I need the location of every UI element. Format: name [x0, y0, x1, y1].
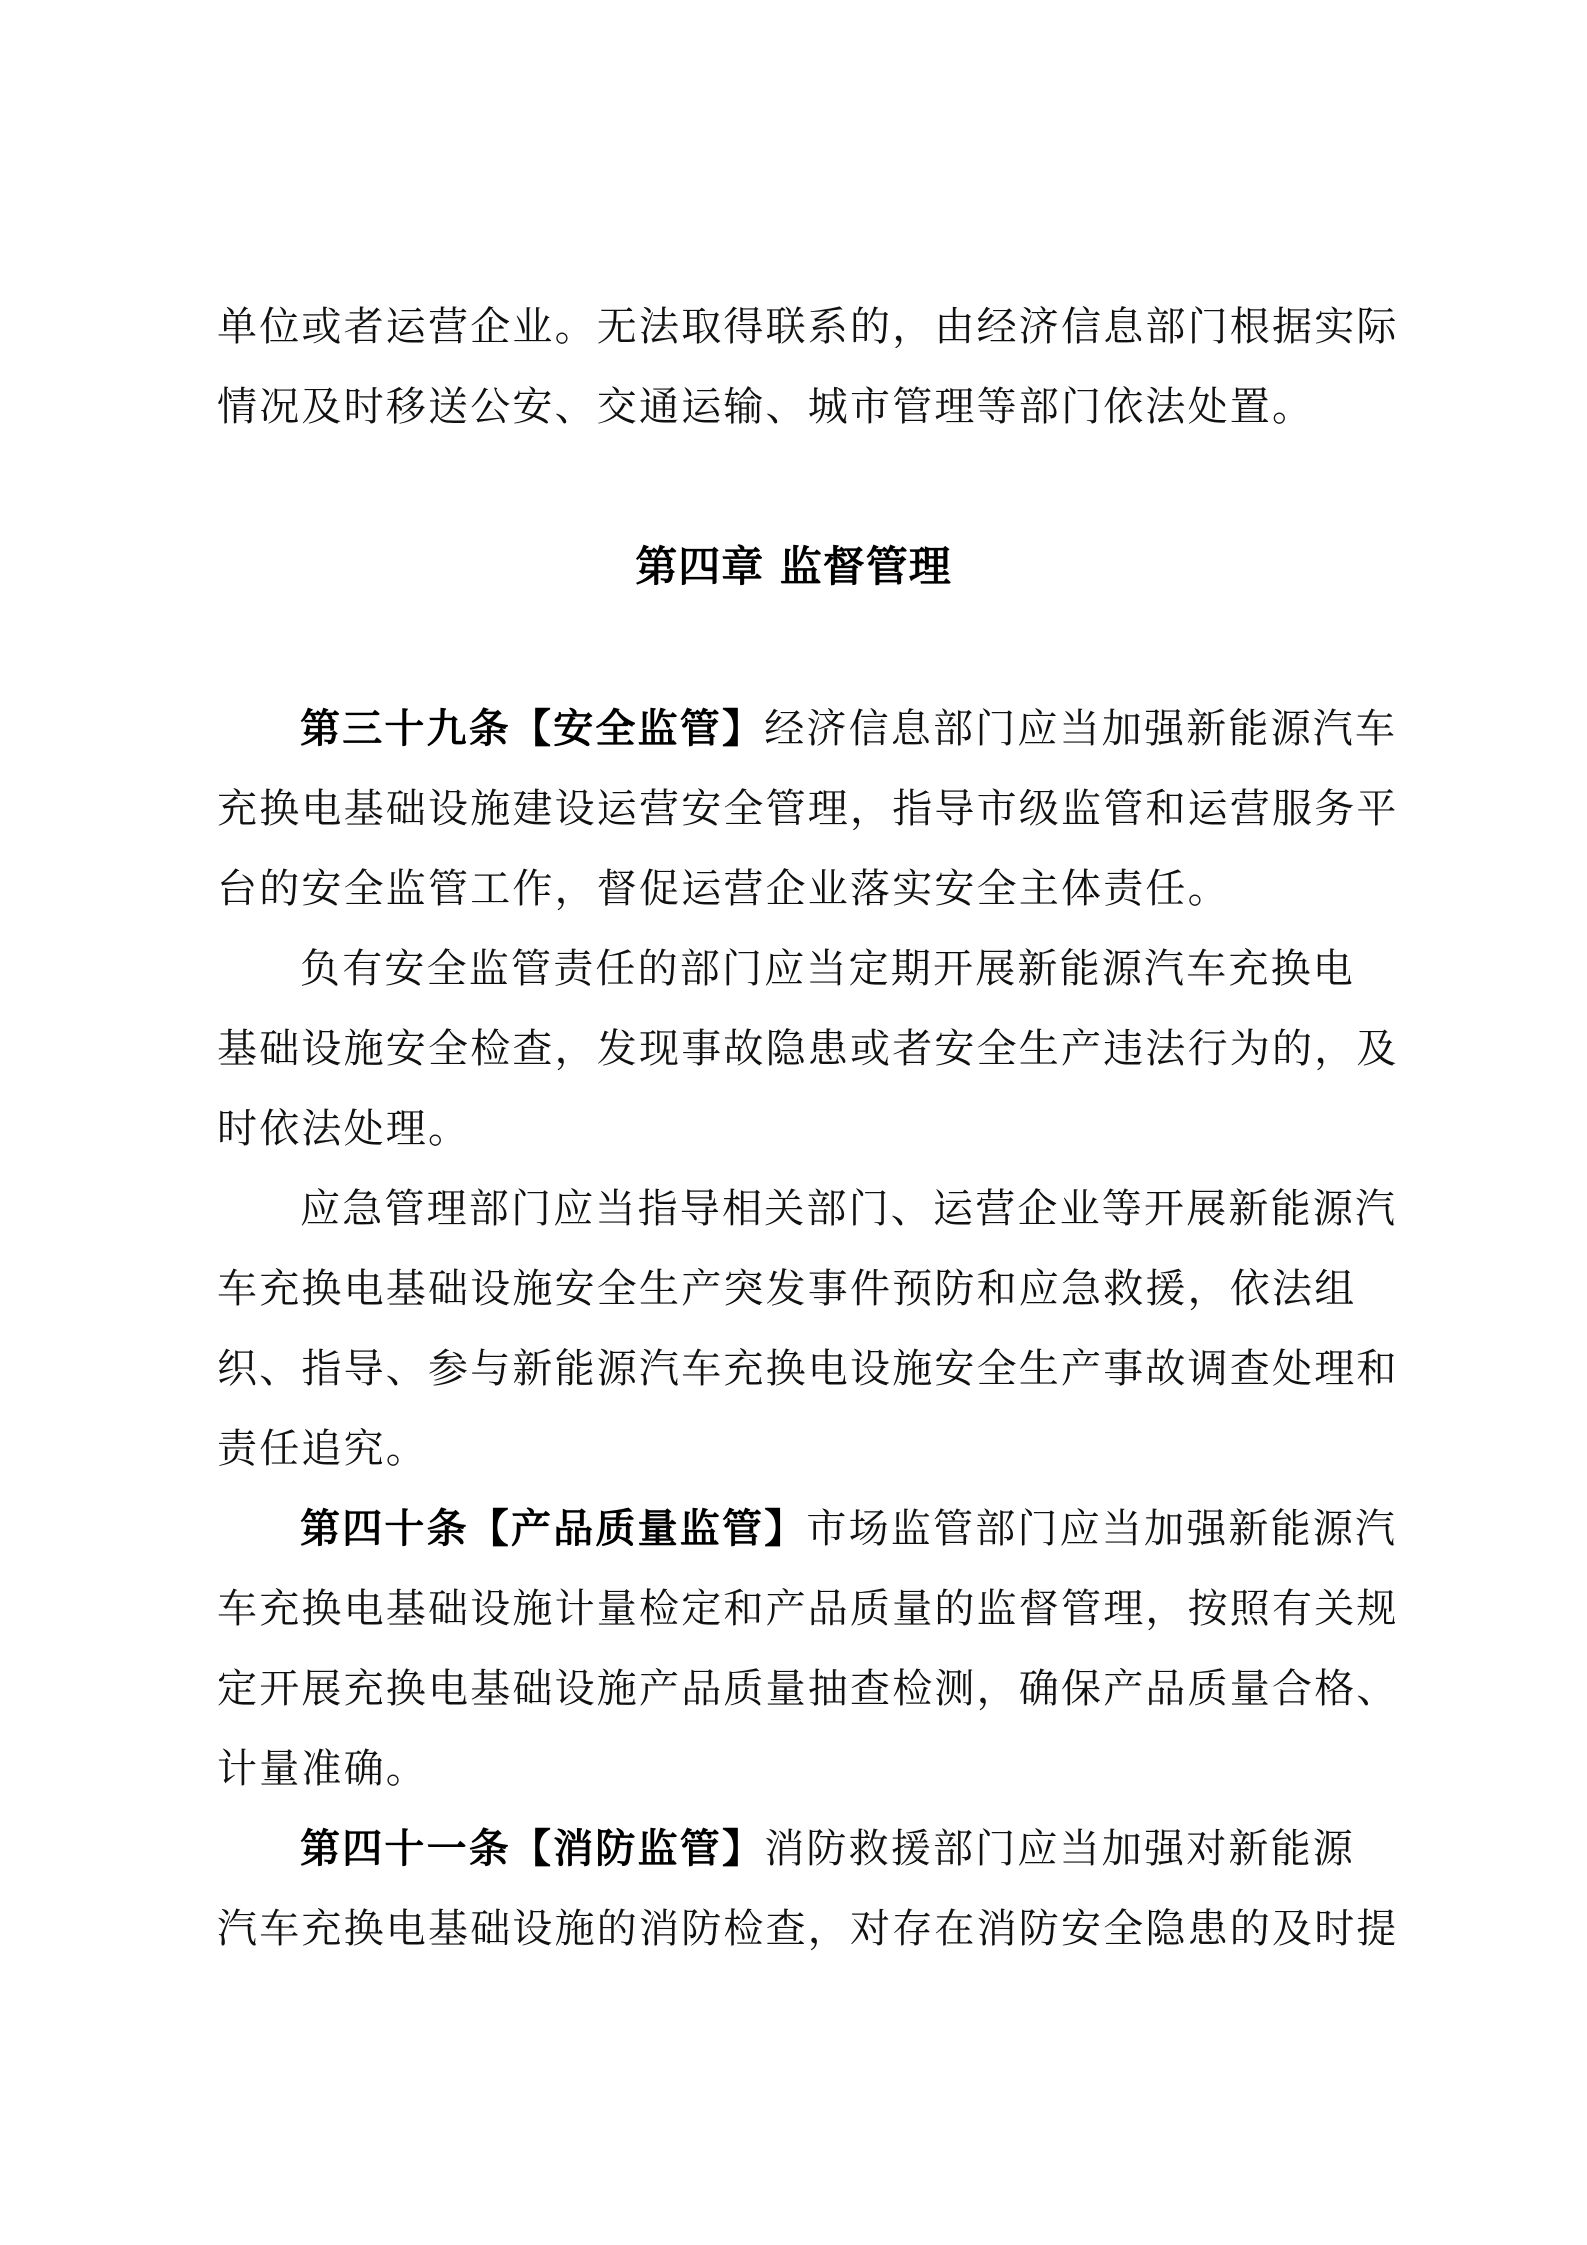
article-39-label: 第三十九条【安全监管】 [300, 706, 765, 752]
article-40-text: 市场监管部门应当加强新能源汽 [806, 1506, 1398, 1552]
article-39-first-line [300, 689, 1397, 769]
article-41-label: 第四十一条【消防监管】 [300, 1826, 765, 1872]
text-line: 计量准确。 [217, 1746, 428, 1792]
chapter-title: 第四章 监督管理 [635, 542, 952, 591]
text-line: 车充换电基础设施计量检定和产品质量的监督管理，按照有关规 [217, 1586, 1399, 1632]
text-line: 应急管理部门应当指导相关部门、运营企业等开展新能源汽 [300, 1186, 1398, 1232]
text-line: 责任追究。 [217, 1426, 428, 1472]
text-line: 车充换电基础设施安全生产突发事件预防和应急救援，依法组 [217, 1266, 1357, 1312]
text-line: 负有安全监管责任的部门应当定期开展新能源汽车充换电 [300, 946, 1355, 992]
article-40-label: 第四十条【产品质量监管】 [300, 1506, 807, 1552]
text-line: 时依法处理。 [217, 1106, 471, 1152]
article-41-text: 消防救援部门应当加强对新能源 [764, 1826, 1356, 1872]
text-line: 台的安全监管工作，督促运营企业落实安全主体责任。 [217, 866, 1230, 912]
text-line: 汽车充换电基础设施的消防检查，对存在消防安全隐患的及时提 [217, 1906, 1399, 1952]
text-line: 基础设施安全检查，发现事故隐患或者安全生产违法行为的，及 [217, 1026, 1399, 1072]
text-line: 织、指导、参与新能源汽车充换电设施安全生产事故调查处理和 [217, 1346, 1399, 1392]
article-41-first-line [300, 1809, 1397, 1889]
text-line: 单位或者运营企业。无法取得联系的，由经济信息部门根据实际 [217, 304, 1399, 350]
text-line: 情况及时移送公安、交通运输、城市管理等部门依法处置。 [217, 384, 1315, 430]
article-40-first-line [300, 1489, 1397, 1569]
text-line: 定开展充换电基础设施产品质量抽查检测，确保产品质量合格、 [217, 1666, 1399, 1712]
text-line: 充换电基础设施建设运营安全管理，指导市级监管和运营服务平 [217, 786, 1399, 832]
article-39-text: 经济信息部门应当加强新能源汽车 [764, 706, 1398, 752]
